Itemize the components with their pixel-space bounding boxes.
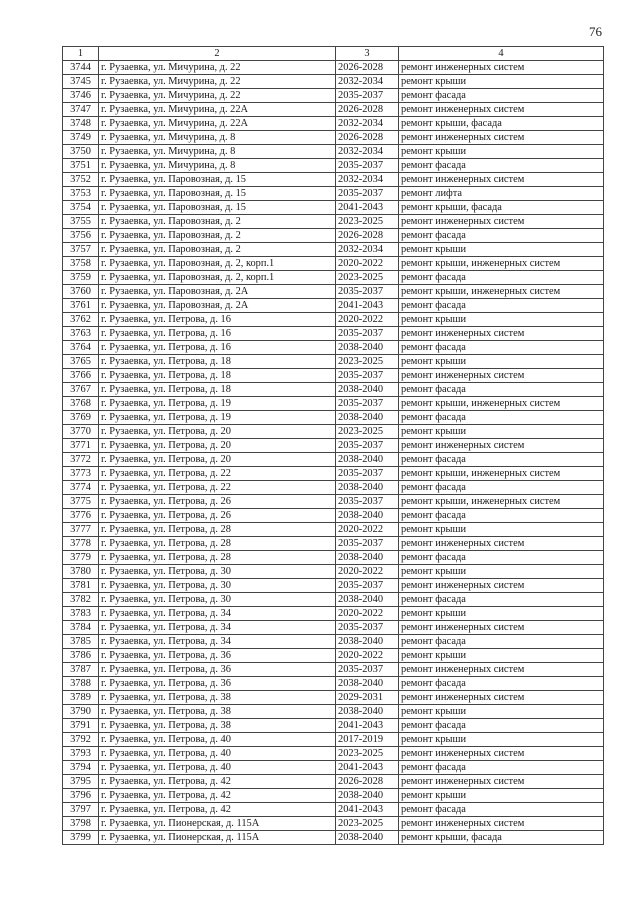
repair-period-cell: 2035-2037 bbox=[336, 397, 399, 411]
address-cell: г. Рузаевка, ул. Паровозная, д. 2А bbox=[99, 299, 336, 313]
row-number-cell: 3761 bbox=[63, 299, 99, 313]
table-row bbox=[63, 453, 604, 467]
work-type-cell: ремонт инженерных систем bbox=[399, 173, 604, 187]
work-type-cell: ремонт крыши, инженерных систем bbox=[399, 257, 604, 271]
row-number-cell: 3789 bbox=[63, 691, 99, 705]
table-row bbox=[63, 705, 604, 719]
table-row bbox=[63, 677, 604, 691]
work-type-cell: ремонт крыши bbox=[399, 565, 604, 579]
row-number-cell: 3785 bbox=[63, 635, 99, 649]
work-type-cell: ремонт инженерных систем bbox=[399, 691, 604, 705]
repair-period-cell: 2038-2040 bbox=[336, 789, 399, 803]
table-row bbox=[63, 495, 604, 509]
table-row bbox=[63, 719, 604, 733]
table-row bbox=[63, 271, 604, 285]
work-type-cell: ремонт фасада bbox=[399, 411, 604, 425]
address-cell: г. Рузаевка, ул. Петрова, д. 22 bbox=[99, 481, 336, 495]
work-type-cell: ремонт крыши bbox=[399, 243, 604, 257]
table-row bbox=[63, 523, 604, 537]
row-number-cell: 3773 bbox=[63, 467, 99, 481]
row-number-cell: 3757 bbox=[63, 243, 99, 257]
table-row bbox=[63, 327, 604, 341]
row-number-cell: 3783 bbox=[63, 607, 99, 621]
work-type-cell: ремонт крыши bbox=[399, 523, 604, 537]
row-number-cell: 3778 bbox=[63, 537, 99, 551]
table-row bbox=[63, 299, 604, 313]
work-type-cell: ремонт фасада bbox=[399, 341, 604, 355]
table-row bbox=[63, 369, 604, 383]
repair-period-cell: 2032-2034 bbox=[336, 243, 399, 257]
repair-period-cell: 2032-2034 bbox=[336, 145, 399, 159]
repair-period-cell: 2038-2040 bbox=[336, 453, 399, 467]
table-row bbox=[63, 733, 604, 747]
row-number-cell: 3774 bbox=[63, 481, 99, 495]
work-type-cell: ремонт фасада bbox=[399, 677, 604, 691]
work-type-cell: ремонт крыши bbox=[399, 607, 604, 621]
repair-period-cell: 2038-2040 bbox=[336, 635, 399, 649]
work-type-cell: ремонт фасада bbox=[399, 551, 604, 565]
work-type-cell: ремонт крыши bbox=[399, 425, 604, 439]
address-cell: г. Рузаевка, ул. Петрова, д. 28 bbox=[99, 523, 336, 537]
work-type-cell: ремонт фасада bbox=[399, 635, 604, 649]
address-cell: г. Рузаевка, ул. Мичурина, д. 22 bbox=[99, 61, 336, 75]
repair-period-cell: 2035-2037 bbox=[336, 621, 399, 635]
address-cell: г. Рузаевка, ул. Мичурина, д. 22А bbox=[99, 103, 336, 117]
repair-period-cell: 2026-2028 bbox=[336, 775, 399, 789]
address-cell: г. Рузаевка, ул. Петрова, д. 16 bbox=[99, 327, 336, 341]
repair-period-cell: 2041-2043 bbox=[336, 299, 399, 313]
address-cell: г. Рузаевка, ул. Петрова, д. 34 bbox=[99, 607, 336, 621]
row-number-cell: 3746 bbox=[63, 89, 99, 103]
table-row bbox=[63, 187, 604, 201]
address-cell: г. Рузаевка, ул. Петрова, д. 16 bbox=[99, 341, 336, 355]
address-cell: г. Рузаевка, ул. Мичурина, д. 22 bbox=[99, 75, 336, 89]
repair-period-cell: 2020-2022 bbox=[336, 565, 399, 579]
table-row bbox=[63, 201, 604, 215]
address-cell: г. Рузаевка, ул. Паровозная, д. 2А bbox=[99, 285, 336, 299]
row-number-cell: 3792 bbox=[63, 733, 99, 747]
work-type-cell: ремонт фасада bbox=[399, 229, 604, 243]
table-row bbox=[63, 215, 604, 229]
table-row bbox=[63, 621, 604, 635]
repair-period-cell: 2020-2022 bbox=[336, 523, 399, 537]
row-number-cell: 3784 bbox=[63, 621, 99, 635]
repair-period-cell: 2041-2043 bbox=[336, 803, 399, 817]
work-type-cell: ремонт крыши, фасада bbox=[399, 831, 604, 845]
address-cell: г. Рузаевка, ул. Паровозная, д. 15 bbox=[99, 187, 336, 201]
work-type-cell: ремонт инженерных систем bbox=[399, 61, 604, 75]
repair-period-cell: 2038-2040 bbox=[336, 341, 399, 355]
address-cell: г. Рузаевка, ул. Мичурина, д. 8 bbox=[99, 131, 336, 145]
repair-period-cell: 2020-2022 bbox=[336, 607, 399, 621]
work-type-cell: ремонт фасада bbox=[399, 271, 604, 285]
address-cell: г. Рузаевка, ул. Петрова, д. 34 bbox=[99, 635, 336, 649]
table-row bbox=[63, 593, 604, 607]
table-row bbox=[63, 607, 604, 621]
row-number-cell: 3752 bbox=[63, 173, 99, 187]
work-type-cell: ремонт фасада bbox=[399, 803, 604, 817]
row-number-cell: 3798 bbox=[63, 817, 99, 831]
row-number-cell: 3788 bbox=[63, 677, 99, 691]
table-row bbox=[63, 131, 604, 145]
address-cell: г. Рузаевка, ул. Петрова, д. 16 bbox=[99, 313, 336, 327]
row-number-cell: 3768 bbox=[63, 397, 99, 411]
row-number-cell: 3794 bbox=[63, 761, 99, 775]
address-cell: г. Рузаевка, ул. Петрова, д. 38 bbox=[99, 719, 336, 733]
address-cell: г. Рузаевка, ул. Петрова, д. 40 bbox=[99, 761, 336, 775]
work-type-cell: ремонт крыши, инженерных систем bbox=[399, 397, 604, 411]
row-number-cell: 3754 bbox=[63, 201, 99, 215]
address-cell: г. Рузаевка, ул. Петрова, д. 30 bbox=[99, 579, 336, 593]
address-cell: г. Рузаевка, ул. Петрова, д. 42 bbox=[99, 803, 336, 817]
row-number-cell: 3771 bbox=[63, 439, 99, 453]
work-type-cell: ремонт крыши bbox=[399, 355, 604, 369]
work-type-cell: ремонт инженерных систем bbox=[399, 817, 604, 831]
row-number-cell: 3765 bbox=[63, 355, 99, 369]
work-type-cell: ремонт инженерных систем bbox=[399, 775, 604, 789]
table-row bbox=[63, 285, 604, 299]
row-number-cell: 3766 bbox=[63, 369, 99, 383]
address-cell: г. Рузаевка, ул. Паровозная, д. 15 bbox=[99, 201, 336, 215]
table-row bbox=[63, 411, 604, 425]
repair-period-cell: 2038-2040 bbox=[336, 551, 399, 565]
table-row bbox=[63, 817, 604, 831]
row-number-cell: 3772 bbox=[63, 453, 99, 467]
row-number-cell: 3749 bbox=[63, 131, 99, 145]
work-type-cell: ремонт фасада bbox=[399, 761, 604, 775]
address-cell: г. Рузаевка, ул. Петрова, д. 28 bbox=[99, 537, 336, 551]
work-type-cell: ремонт фасада bbox=[399, 299, 604, 313]
work-type-cell: ремонт инженерных систем bbox=[399, 537, 604, 551]
repair-period-cell: 2026-2028 bbox=[336, 103, 399, 117]
table-row bbox=[63, 383, 604, 397]
address-cell: г. Рузаевка, ул. Петрова, д. 40 bbox=[99, 733, 336, 747]
header-cell-number: 1 bbox=[63, 47, 99, 61]
address-cell: г. Рузаевка, ул. Паровозная, д. 2, корп.1 bbox=[99, 271, 336, 285]
table-row bbox=[63, 397, 604, 411]
row-number-cell: 3745 bbox=[63, 75, 99, 89]
repair-period-cell: 2038-2040 bbox=[336, 677, 399, 691]
work-type-cell: ремонт крыши, инженерных систем bbox=[399, 495, 604, 509]
row-number-cell: 3769 bbox=[63, 411, 99, 425]
table-row bbox=[63, 61, 604, 75]
address-cell: г. Рузаевка, ул. Паровозная, д. 2, корп.1 bbox=[99, 257, 336, 271]
table-row bbox=[63, 89, 604, 103]
address-cell: г. Рузаевка, ул. Петрова, д. 26 bbox=[99, 509, 336, 523]
table-row bbox=[63, 145, 604, 159]
address-cell: г. Рузаевка, ул. Паровозная, д. 2 bbox=[99, 229, 336, 243]
work-type-cell: ремонт инженерных систем bbox=[399, 369, 604, 383]
repair-period-cell: 2020-2022 bbox=[336, 313, 399, 327]
work-type-cell: ремонт фасада bbox=[399, 481, 604, 495]
row-number-cell: 3753 bbox=[63, 187, 99, 201]
row-number-cell: 3750 bbox=[63, 145, 99, 159]
work-type-cell: ремонт фасада bbox=[399, 159, 604, 173]
header-cell-work-type: 4 bbox=[399, 47, 604, 61]
repair-period-cell: 2023-2025 bbox=[336, 747, 399, 761]
repair-period-cell: 2026-2028 bbox=[336, 61, 399, 75]
work-type-cell: ремонт инженерных систем bbox=[399, 215, 604, 229]
row-number-cell: 3751 bbox=[63, 159, 99, 173]
address-cell: г. Рузаевка, ул. Петрова, д. 30 bbox=[99, 565, 336, 579]
row-number-cell: 3758 bbox=[63, 257, 99, 271]
address-cell: г. Рузаевка, ул. Петрова, д. 22 bbox=[99, 467, 336, 481]
row-number-cell: 3759 bbox=[63, 271, 99, 285]
work-type-cell: ремонт крыши bbox=[399, 733, 604, 747]
address-cell: г. Рузаевка, ул. Петрова, д. 38 bbox=[99, 705, 336, 719]
address-cell: г. Рузаевка, ул. Петрова, д. 18 bbox=[99, 369, 336, 383]
row-number-cell: 3767 bbox=[63, 383, 99, 397]
table-row bbox=[63, 803, 604, 817]
page-number: 76 bbox=[589, 24, 602, 39]
address-cell: г. Рузаевка, ул. Пионерская, д. 115А bbox=[99, 817, 336, 831]
repair-period-cell: 2035-2037 bbox=[336, 663, 399, 677]
row-number-cell: 3779 bbox=[63, 551, 99, 565]
row-number-cell: 3786 bbox=[63, 649, 99, 663]
row-number-cell: 3790 bbox=[63, 705, 99, 719]
address-cell: г. Рузаевка, ул. Петрова, д. 18 bbox=[99, 383, 336, 397]
table-row bbox=[63, 341, 604, 355]
address-cell: г. Рузаевка, ул. Петрова, д. 36 bbox=[99, 663, 336, 677]
address-cell: г. Рузаевка, ул. Петрова, д. 36 bbox=[99, 649, 336, 663]
repair-period-cell: 2038-2040 bbox=[336, 383, 399, 397]
repair-period-cell: 2023-2025 bbox=[336, 271, 399, 285]
repair-period-cell: 2023-2025 bbox=[336, 425, 399, 439]
repair-period-cell: 2035-2037 bbox=[336, 187, 399, 201]
work-type-cell: ремонт крыши bbox=[399, 649, 604, 663]
repair-period-cell: 2035-2037 bbox=[336, 467, 399, 481]
repair-period-cell: 2041-2043 bbox=[336, 201, 399, 215]
table-row bbox=[63, 173, 604, 187]
row-number-cell: 3799 bbox=[63, 831, 99, 845]
repair-period-cell: 2035-2037 bbox=[336, 159, 399, 173]
row-number-cell: 3744 bbox=[63, 61, 99, 75]
table-row bbox=[63, 635, 604, 649]
work-type-cell: ремонт крыши bbox=[399, 145, 604, 159]
table-row bbox=[63, 831, 604, 845]
table-row bbox=[63, 425, 604, 439]
work-type-cell: ремонт инженерных систем bbox=[399, 747, 604, 761]
repair-period-cell: 2035-2037 bbox=[336, 327, 399, 341]
repair-period-cell: 2035-2037 bbox=[336, 89, 399, 103]
address-cell: г. Рузаевка, ул. Петрова, д. 28 bbox=[99, 551, 336, 565]
address-cell: г. Рузаевка, ул. Мичурина, д. 8 bbox=[99, 159, 336, 173]
table-row bbox=[63, 789, 604, 803]
repair-period-cell: 2023-2025 bbox=[336, 215, 399, 229]
repair-period-cell: 2020-2022 bbox=[336, 649, 399, 663]
work-type-cell: ремонт фасада bbox=[399, 383, 604, 397]
work-type-cell: ремонт инженерных систем bbox=[399, 103, 604, 117]
work-type-cell: ремонт инженерных систем bbox=[399, 439, 604, 453]
repair-period-cell: 2038-2040 bbox=[336, 411, 399, 425]
work-type-cell: ремонт крыши, фасада bbox=[399, 201, 604, 215]
row-number-cell: 3764 bbox=[63, 341, 99, 355]
row-number-cell: 3777 bbox=[63, 523, 99, 537]
row-number-cell: 3775 bbox=[63, 495, 99, 509]
row-number-cell: 3760 bbox=[63, 285, 99, 299]
address-cell: г. Рузаевка, ул. Петрова, д. 20 bbox=[99, 439, 336, 453]
table-row bbox=[63, 649, 604, 663]
table-body bbox=[63, 61, 604, 845]
work-type-cell: ремонт инженерных систем bbox=[399, 621, 604, 635]
table-row bbox=[63, 537, 604, 551]
row-number-cell: 3755 bbox=[63, 215, 99, 229]
repair-period-cell: 2038-2040 bbox=[336, 481, 399, 495]
work-type-cell: ремонт инженерных систем bbox=[399, 327, 604, 341]
address-cell: г. Рузаевка, ул. Петрова, д. 19 bbox=[99, 411, 336, 425]
work-type-cell: ремонт фасада bbox=[399, 593, 604, 607]
address-cell: г. Рузаевка, ул. Мичурина, д. 22А bbox=[99, 117, 336, 131]
row-number-cell: 3748 bbox=[63, 117, 99, 131]
work-type-cell: ремонт фасада bbox=[399, 89, 604, 103]
table-row bbox=[63, 467, 604, 481]
table-row bbox=[63, 257, 604, 271]
table-row bbox=[63, 439, 604, 453]
address-cell: г. Рузаевка, ул. Петрова, д. 42 bbox=[99, 789, 336, 803]
work-type-cell: ремонт инженерных систем bbox=[399, 663, 604, 677]
work-type-cell: ремонт крыши bbox=[399, 789, 604, 803]
table-row bbox=[63, 663, 604, 677]
header-row bbox=[63, 47, 604, 61]
address-cell: г. Рузаевка, ул. Петрова, д. 18 bbox=[99, 355, 336, 369]
address-cell: г. Рузаевка, ул. Мичурина, д. 8 bbox=[99, 145, 336, 159]
address-cell: г. Рузаевка, ул. Петрова, д. 30 bbox=[99, 593, 336, 607]
table-row bbox=[63, 565, 604, 579]
address-cell: г. Рузаевка, ул. Мичурина, д. 22 bbox=[99, 89, 336, 103]
repair-period-cell: 2038-2040 bbox=[336, 831, 399, 845]
address-cell: г. Рузаевка, ул. Петрова, д. 36 bbox=[99, 677, 336, 691]
address-cell: г. Рузаевка, ул. Петрова, д. 19 bbox=[99, 397, 336, 411]
work-type-cell: ремонт лифта bbox=[399, 187, 604, 201]
repair-period-cell: 2032-2034 bbox=[336, 117, 399, 131]
header-cell-address: 2 bbox=[99, 47, 336, 61]
repair-period-cell: 2020-2022 bbox=[336, 257, 399, 271]
table-row bbox=[63, 229, 604, 243]
repair-period-cell: 2035-2037 bbox=[336, 439, 399, 453]
work-type-cell: ремонт крыши, инженерных систем bbox=[399, 285, 604, 299]
repair-period-cell: 2035-2037 bbox=[336, 537, 399, 551]
row-number-cell: 3776 bbox=[63, 509, 99, 523]
table-row bbox=[63, 775, 604, 789]
table-row bbox=[63, 761, 604, 775]
table-row bbox=[63, 509, 604, 523]
address-cell: г. Рузаевка, ул. Петрова, д. 26 bbox=[99, 495, 336, 509]
row-number-cell: 3781 bbox=[63, 579, 99, 593]
work-type-cell: ремонт крыши bbox=[399, 75, 604, 89]
row-number-cell: 3762 bbox=[63, 313, 99, 327]
row-number-cell: 3763 bbox=[63, 327, 99, 341]
work-type-cell: ремонт инженерных систем bbox=[399, 131, 604, 145]
table-row bbox=[63, 579, 604, 593]
repair-period-cell: 2032-2034 bbox=[336, 173, 399, 187]
address-cell: г. Рузаевка, ул. Петрова, д. 38 bbox=[99, 691, 336, 705]
repair-period-cell: 2032-2034 bbox=[336, 75, 399, 89]
repair-period-cell: 2035-2037 bbox=[336, 579, 399, 593]
repair-period-cell: 2035-2037 bbox=[336, 285, 399, 299]
repair-period-cell: 2023-2025 bbox=[336, 355, 399, 369]
row-number-cell: 3770 bbox=[63, 425, 99, 439]
repair-period-cell: 2035-2037 bbox=[336, 495, 399, 509]
row-number-cell: 3795 bbox=[63, 775, 99, 789]
work-type-cell: ремонт крыши bbox=[399, 705, 604, 719]
row-number-cell: 3756 bbox=[63, 229, 99, 243]
repair-period-cell: 2026-2028 bbox=[336, 131, 399, 145]
header-cell-period: 3 bbox=[336, 47, 399, 61]
table-row bbox=[63, 243, 604, 257]
row-number-cell: 3793 bbox=[63, 747, 99, 761]
work-type-cell: ремонт фасада bbox=[399, 719, 604, 733]
repair-period-cell: 2041-2043 bbox=[336, 761, 399, 775]
table-row bbox=[63, 103, 604, 117]
repair-period-cell: 2026-2028 bbox=[336, 229, 399, 243]
address-cell: г. Рузаевка, ул. Петрова, д. 20 bbox=[99, 425, 336, 439]
repair-period-cell: 2029-2031 bbox=[336, 691, 399, 705]
repair-period-cell: 2038-2040 bbox=[336, 705, 399, 719]
row-number-cell: 3791 bbox=[63, 719, 99, 733]
table-row bbox=[63, 159, 604, 173]
table-row bbox=[63, 691, 604, 705]
address-cell: г. Рузаевка, ул. Паровозная, д. 15 bbox=[99, 173, 336, 187]
repair-period-cell: 2023-2025 bbox=[336, 817, 399, 831]
address-cell: г. Рузаевка, ул. Петрова, д. 42 bbox=[99, 775, 336, 789]
repair-schedule-table bbox=[62, 46, 604, 845]
work-type-cell: ремонт фасада bbox=[399, 509, 604, 523]
table-row bbox=[63, 355, 604, 369]
address-cell: г. Рузаевка, ул. Пионерская, д. 115А bbox=[99, 831, 336, 845]
row-number-cell: 3796 bbox=[63, 789, 99, 803]
repair-period-cell: 2038-2040 bbox=[336, 509, 399, 523]
row-number-cell: 3782 bbox=[63, 593, 99, 607]
table-row bbox=[63, 117, 604, 131]
address-cell: г. Рузаевка, ул. Петрова, д. 34 bbox=[99, 621, 336, 635]
repair-period-cell: 2017-2019 bbox=[336, 733, 399, 747]
repair-period-cell: 2038-2040 bbox=[336, 593, 399, 607]
address-cell: г. Рузаевка, ул. Петрова, д. 20 bbox=[99, 453, 336, 467]
table-row bbox=[63, 481, 604, 495]
work-type-cell: ремонт крыши bbox=[399, 313, 604, 327]
address-cell: г. Рузаевка, ул. Паровозная, д. 2 bbox=[99, 215, 336, 229]
table-row bbox=[63, 75, 604, 89]
row-number-cell: 3780 bbox=[63, 565, 99, 579]
work-type-cell: ремонт крыши, инженерных систем bbox=[399, 467, 604, 481]
address-cell: г. Рузаевка, ул. Паровозная, д. 2 bbox=[99, 243, 336, 257]
table-row bbox=[63, 313, 604, 327]
work-type-cell: ремонт инженерных систем bbox=[399, 579, 604, 593]
row-number-cell: 3787 bbox=[63, 663, 99, 677]
work-type-cell: ремонт крыши, фасада bbox=[399, 117, 604, 131]
row-number-cell: 3797 bbox=[63, 803, 99, 817]
repair-period-cell: 2035-2037 bbox=[336, 369, 399, 383]
work-type-cell: ремонт фасада bbox=[399, 453, 604, 467]
table-row bbox=[63, 551, 604, 565]
address-cell: г. Рузаевка, ул. Петрова, д. 40 bbox=[99, 747, 336, 761]
repair-period-cell: 2041-2043 bbox=[336, 719, 399, 733]
table-row bbox=[63, 747, 604, 761]
row-number-cell: 3747 bbox=[63, 103, 99, 117]
